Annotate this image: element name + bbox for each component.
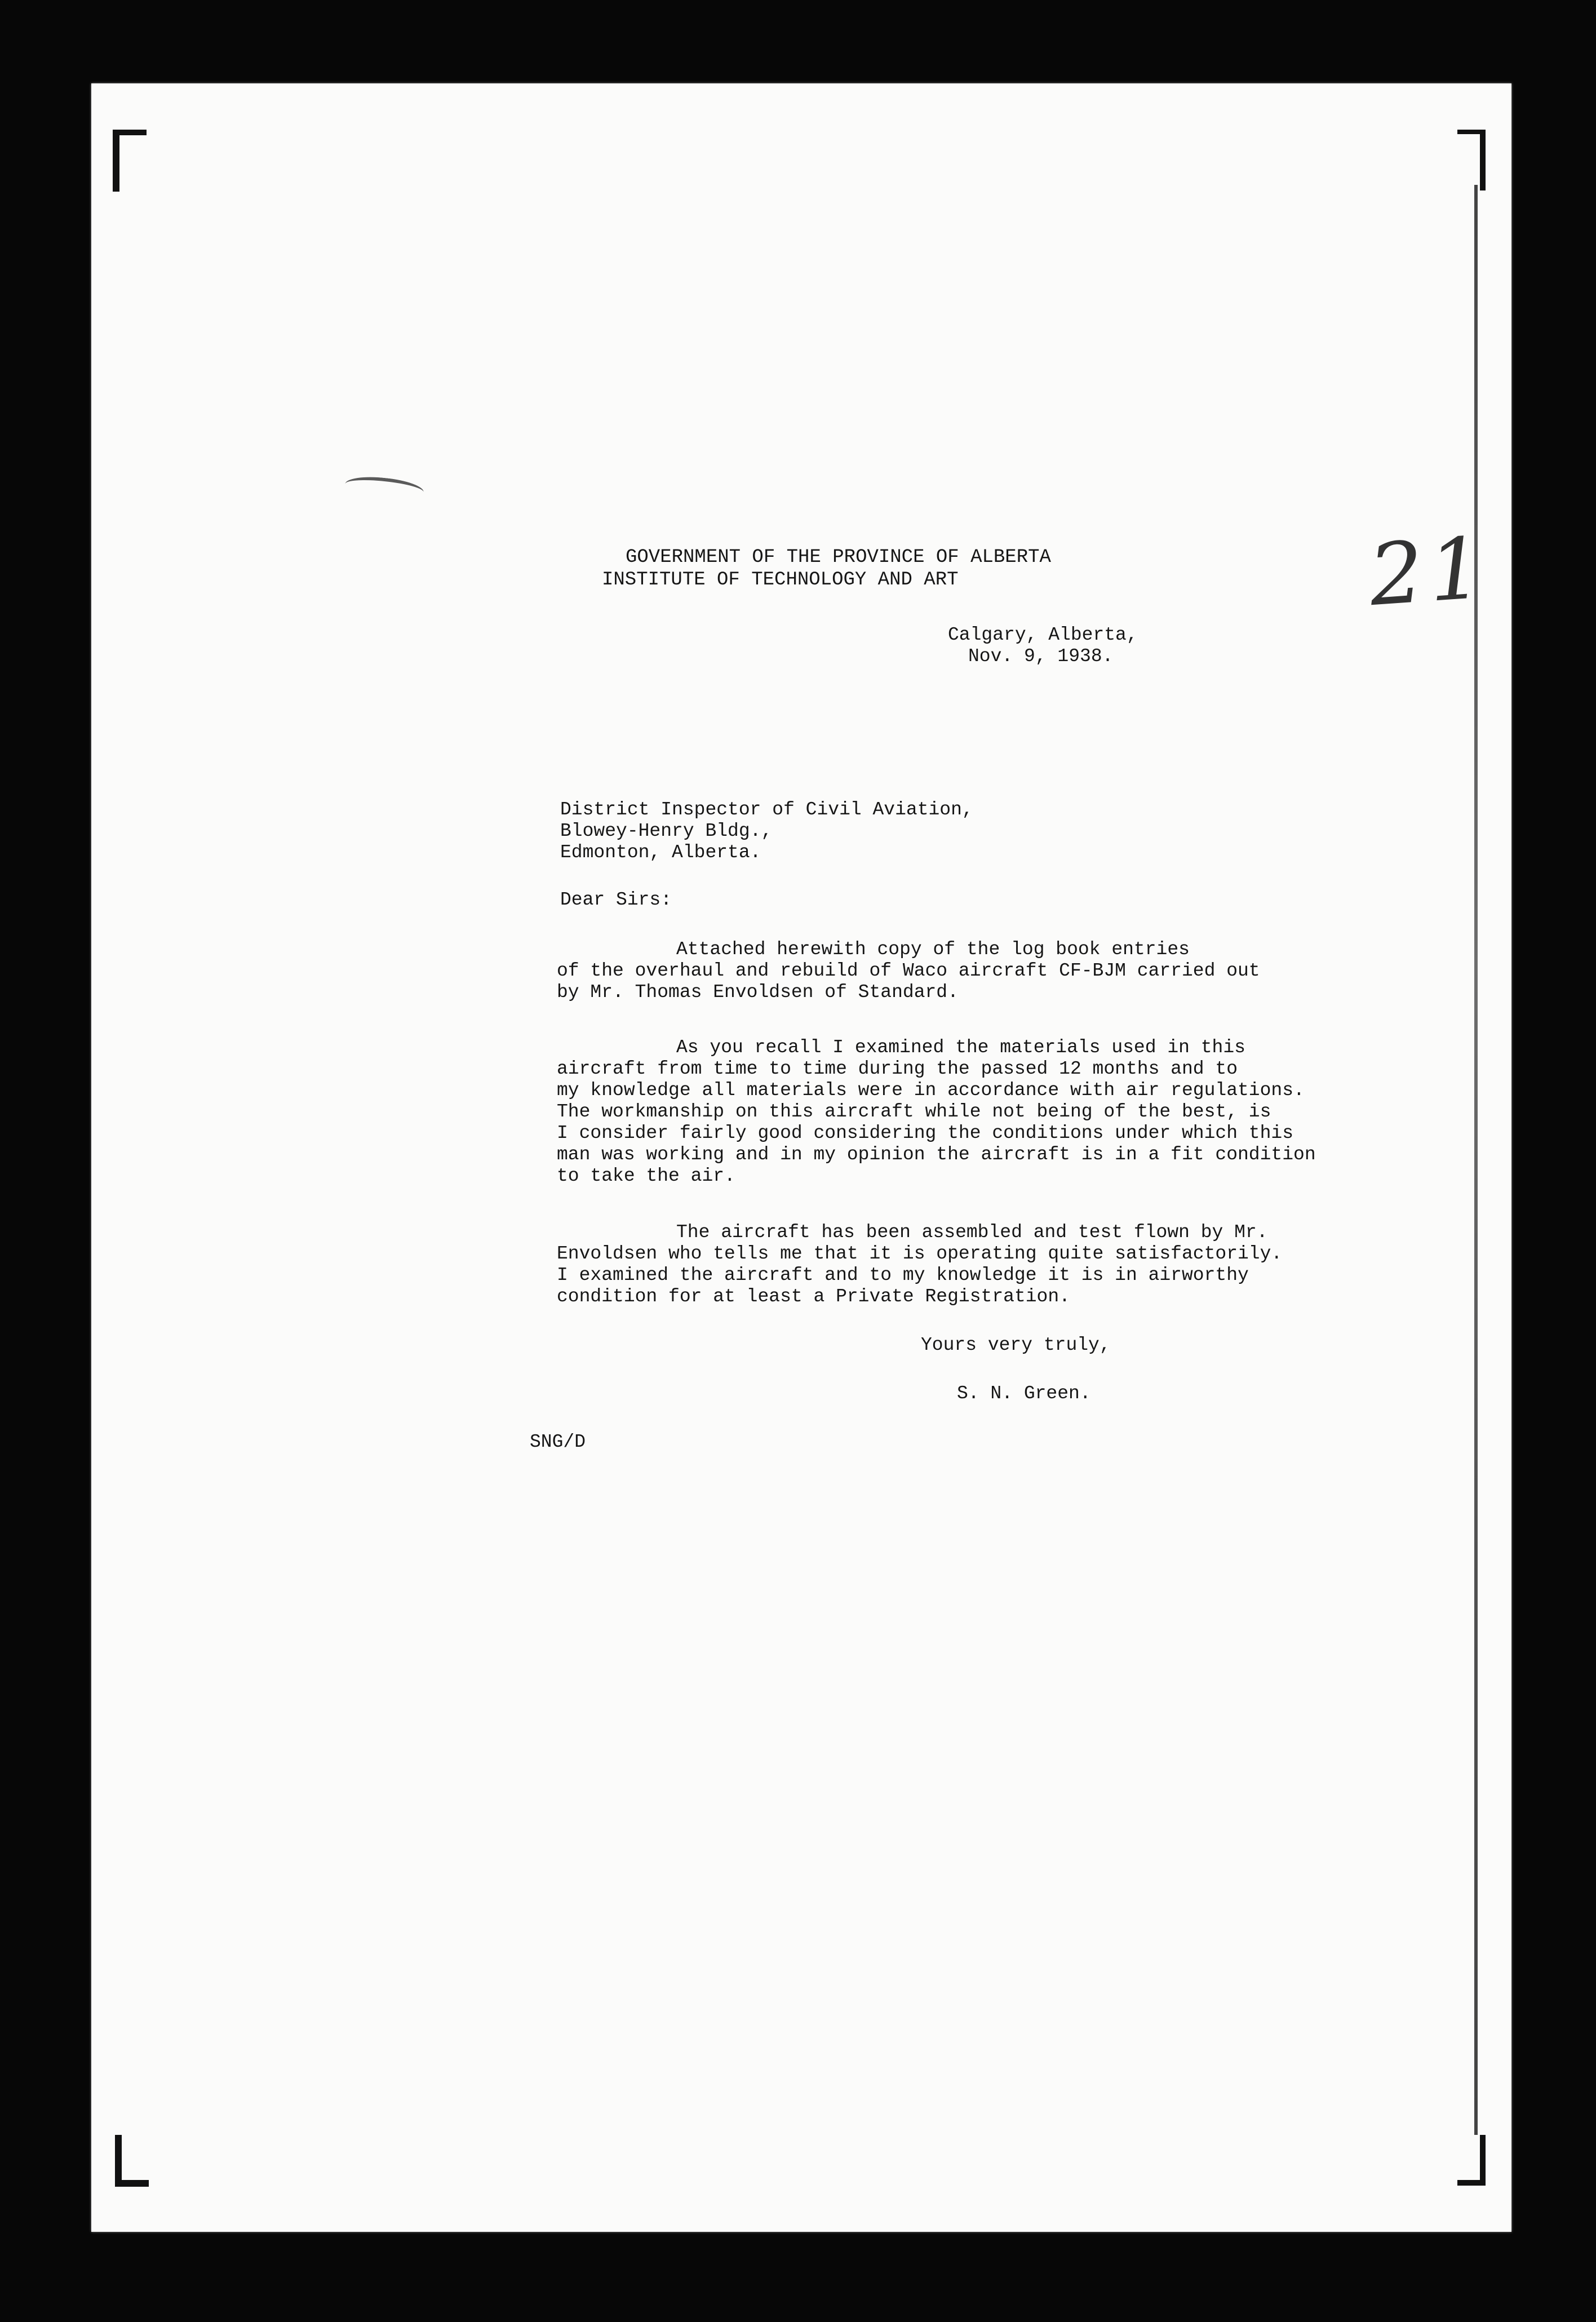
paragraph-1-line: of the overhaul and rebuild of Waco aircraft CF-BJM carried out [557, 960, 1260, 981]
closing: Yours very truly, [921, 1335, 1111, 1355]
crop-mark-bottom-right [1457, 2135, 1486, 2186]
crop-mark-top-right [1457, 130, 1486, 190]
addressee-line-3: Edmonton, Alberta. [560, 842, 761, 863]
ink-smudge [344, 474, 425, 502]
addressee-line-2: Blowey-Henry Bldg., [560, 821, 773, 841]
paragraph-3-line: I examined the aircraft and to my knowledge it is in airworthy [557, 1265, 1249, 1286]
paragraph-3-line: Envoldsen who tells me that it is operating quite satisfactorily. [557, 1243, 1283, 1264]
crop-mark-top-left [113, 130, 147, 192]
paragraph-2-line: As you recall I examined the materials used in this [676, 1037, 1245, 1058]
handwritten-folio-number: 21 [1366, 519, 1492, 626]
reference-initials: SNG/D [530, 1432, 586, 1452]
paragraph-3-line: condition for at least a Private Registration. [557, 1286, 1070, 1307]
paragraph-2-line: my knowledge all materials were in accordance with air regulations. [557, 1080, 1305, 1101]
paragraph-2-line: to take the air. [557, 1166, 735, 1186]
addressee-line-1: District Inspector of Civil Aviation, [560, 799, 973, 820]
letter-page [91, 83, 1511, 2232]
paragraph-1-line: by Mr. Thomas Envoldsen of Standard. [557, 982, 959, 1003]
paragraph-2-line: man was working and in my opinion the aircraft is in a fit condition [557, 1144, 1316, 1165]
crop-mark-bottom-left [115, 2135, 149, 2187]
paragraph-2-line: The workmanship on this aircraft while not being of the best, is [557, 1101, 1271, 1122]
letterhead-line-2: INSTITUTE OF TECHNOLOGY AND ART [602, 569, 959, 591]
paragraph-2-line: aircraft from time to time during the passed 12 months and to [557, 1058, 1238, 1079]
paragraph-1-line: Attached herewith copy of the log book entries [676, 939, 1190, 960]
letterhead-line-1: GOVERNMENT OF THE PROVINCE OF ALBERTA [626, 547, 1051, 568]
signature: S. N. Green. [957, 1383, 1091, 1404]
paragraph-3-line: The aircraft has been assembled and test flown by Mr. [676, 1222, 1268, 1243]
paragraph-2-line: I consider fairly good considering the conditions under which this [557, 1123, 1294, 1144]
scan-edge-line [1474, 185, 1478, 2135]
dateline-date: Nov. 9, 1938. [968, 646, 1114, 667]
salutation: Dear Sirs: [560, 889, 672, 910]
dateline-place: Calgary, Alberta, [948, 624, 1138, 645]
